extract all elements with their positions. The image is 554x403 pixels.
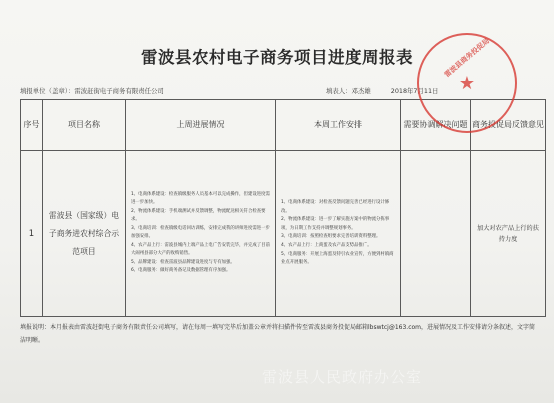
row-seq: 1: [21, 151, 43, 317]
table-row: [21, 151, 546, 317]
header-last-week: 上周进展情况: [126, 100, 276, 151]
row-last-week: [126, 151, 276, 317]
watermark-text: 雷波县人民政府办公室: [262, 368, 423, 386]
seal-star-icon: ★: [458, 73, 476, 94]
document-title: 雷波县农村电子商务项目进度周报表: [141, 48, 413, 67]
this-week-item: 3、电商培训：按照检查组要求完善培训资料整理。: [281, 234, 381, 240]
this-week-item: 5、电商服务：开展上海蛋及特引农业宣传，方便到村镇商业点开展服务。: [281, 251, 394, 265]
header-project: 项目名称: [43, 100, 126, 151]
last-week-item: 6、电商服务：做好商务备记及数据管理有序加强。: [131, 268, 231, 274]
row-feedback: 加大对农产品上行的扶持力度: [471, 151, 546, 317]
last-week-item: 3、电商培训：检查镇级电话回访训练，安排完成我的讲师进度需进一步加强安排。: [131, 225, 270, 239]
seal-text: 雷波县商务投促局: [442, 36, 492, 80]
this-week-item: 2、物流体系建设：进一步了解实施方案中的物流分拣事项，为日期工作支持并调整规划事务。: [281, 217, 390, 231]
header-needs: 需要协调解决问题: [401, 100, 471, 151]
filing-unit: 填报单位（盖章）：雷波赶街电子商务有限责任公司: [20, 87, 164, 95]
row-project-name: 雷波县（国家级）电子商务进农村综合示范项目: [43, 151, 126, 317]
this-week-item: 1、电商体系建设：对检查反馈问题完善已经进行设计修改。: [281, 200, 390, 214]
header-feedback: 商务投促局反馈意见: [471, 100, 546, 151]
filler-name: 填表人：邓杰雄: [326, 87, 371, 95]
official-seal: [417, 33, 517, 133]
filing-note: 填报说明：本月报表由雷波赶街电子商务有限责任公司填写，请在每周一填写完毕后加盖公章并将扫描件传至雷波县商务投促局邮箱lbswtcj@163.com，进展情况及工作安排请分条叙述，文字简洁明晰。: [20, 324, 536, 344]
header-this-week: 本周工作安排: [276, 100, 401, 151]
row-this-week: [276, 151, 401, 317]
header-seq: 序号: [21, 100, 43, 151]
last-week-item: 4、农产品上行：雷波县城内上端产品上电广告安装完毕，并完成了目前大闹州县部分大产的收购销售。: [131, 242, 270, 256]
last-week-item: 5、品牌建设：检查雷波县品牌建设进度与专有加强。: [131, 259, 235, 265]
last-week-item: 1、电商体系建设：检查镇级服务人员基本可以完成操作，但建设进度需进一步加快。: [131, 191, 270, 206]
this-week-item: 4、农产品上行：上商蛋及农产品支势品推广。: [281, 242, 372, 248]
row-needs: [401, 151, 471, 317]
last-week-item: 2、物流体系建设：手机端测试并反馈调整，物流配送相关符合检查要求。: [131, 208, 266, 223]
report-date: 2018年7月11日: [390, 87, 439, 95]
